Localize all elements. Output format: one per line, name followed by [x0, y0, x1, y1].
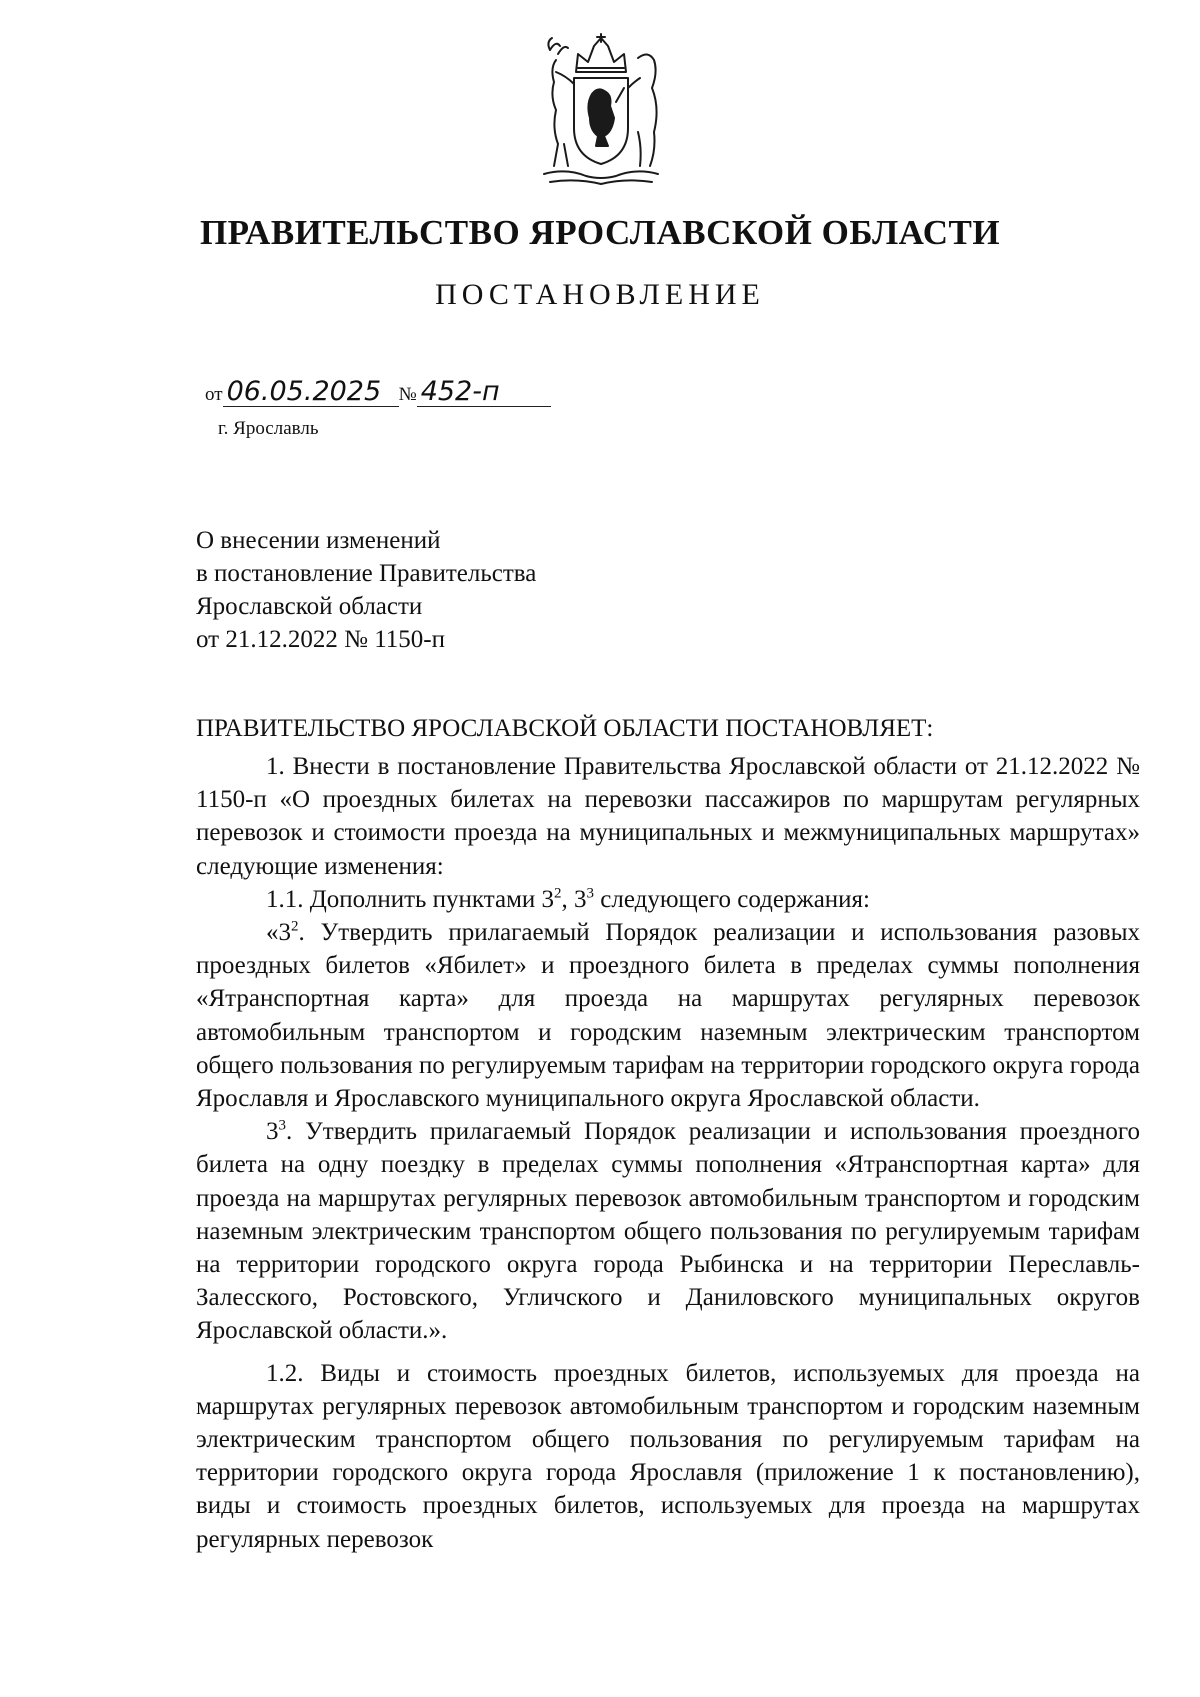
number-label: № — [398, 384, 417, 405]
text-run: «3 — [266, 919, 291, 947]
superscript: 2 — [554, 885, 562, 902]
document-date: 06.05.2025 — [223, 378, 399, 407]
superscript: 2 — [291, 918, 299, 935]
subject-line: Ярославской области — [196, 593, 423, 620]
government-title: ПРАВИТЕЛЬСТВО ЯРОСЛАВСКОЙ ОБЛАСТИ — [199, 213, 1001, 252]
paragraph-1-2: 1.2. Виды и стоимость проездных билетов, используемых для проезда на маршрутах регулярных перевозок автомобильным транспортом и городским наземным электрическим транспортом общего пользования по регулируемым тарифам на территории городского округа города Ярославля (приложение 1 к постановлению), виды и стоимость проездных билетов, используемых для проезда на маршрутах регулярных перевозок — [196, 1359, 1140, 1553]
text-run: следующего содержания: — [594, 885, 870, 913]
subject-line: О внесении изменений — [196, 527, 441, 554]
superscript: 3 — [586, 885, 595, 902]
coat-of-arms-emblem — [536, 32, 666, 192]
text-run: , 3 — [561, 885, 587, 913]
document-body — [196, 750, 1140, 1556]
text-run: 1.1. Дополнить пунктами 3 — [266, 885, 555, 913]
superscript: 3 — [278, 1117, 286, 1134]
text-run: . Утвердить прилагаемый Порядок реализации и использования проездного билета на одну поездку в пределах суммы пополнения «Ятранспортная карта» для проезда на маршрутах регулярных перевозок автомобильным транспортом и городским наземным электрическим транспортом общего пользования по регулируемым тарифам на территории городского округа города Рыбинска и на территории Переславль-Залесского, Ростовского, Угличского и Даниловского муниципальных округов Ярославской области.». — [196, 1118, 1140, 1345]
dateline — [205, 378, 551, 407]
paragraph-3-3 — [196, 1115, 1140, 1347]
paragraph-1: 1. Внести в постановление Правительства Ярославской области от 21.12.2022 № 1150-п «О проездных билетах на перевозки пассажиров по маршрутам регулярных перевозок и стоимости проезда на муниципальных и межмуниципальных маршрутах» следующие изменения: — [196, 753, 1140, 880]
text-run: . Утвердить прилагаемый Порядок реализации и использования разовых проездных билетов «Ябилет» и проездного билета в пределах суммы пополнения «Ятранспортная карта» для проезда на маршрутах регулярных перевозок автомобильным транспортом и городским наземным электрическим транспортом общего пользования по регулируемым тарифам на территории городского округа города Ярославля и Ярославского муниципального округа Ярославской области. — [196, 919, 1140, 1113]
from-label: от — [205, 384, 223, 405]
paragraph-3-2 — [196, 916, 1140, 1115]
text-run: 3 — [266, 1118, 279, 1146]
document-subject — [196, 524, 536, 656]
city-label: г. Ярославль — [218, 418, 319, 439]
document-type: ПОСТАНОВЛЕНИЕ — [435, 278, 765, 311]
subject-line: от 21.12.2022 № 1150-п — [196, 626, 445, 653]
decree-heading: ПРАВИТЕЛЬСТВО ЯРОСЛАВСКОЙ ОБЛАСТИ ПОСТАНОВЛЯЕТ: — [196, 715, 934, 742]
subject-line: в постановление Правительства — [196, 560, 537, 587]
paragraph-1-1 — [196, 883, 1140, 916]
document-number: 452-п — [417, 378, 551, 407]
